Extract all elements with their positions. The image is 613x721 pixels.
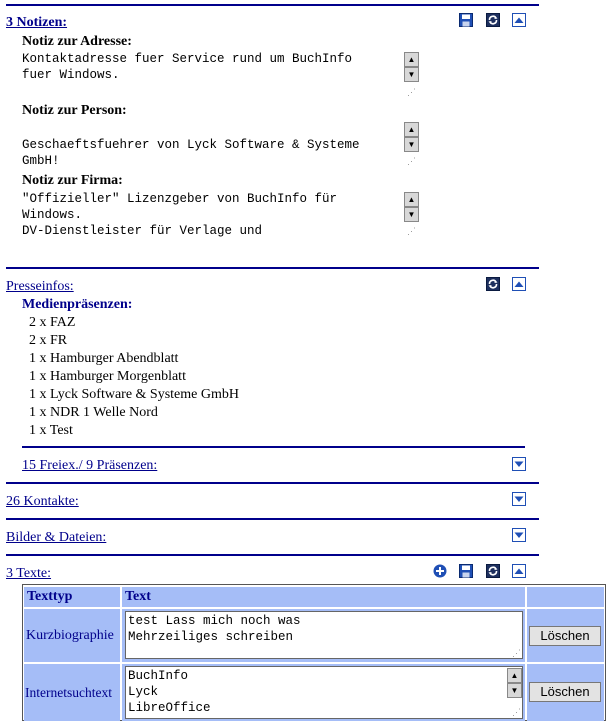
- collapse-icon[interactable]: [512, 564, 526, 578]
- bilder-section-title[interactable]: Bilder & Dateien:: [6, 530, 107, 545]
- resize-grip-icon[interactable]: ⋰: [512, 648, 521, 658]
- table-row: [24, 609, 120, 662]
- notiz-adresse-textarea[interactable]: Kontaktadresse fuer Service rund um BuchInfo fuer Windows.: [22, 52, 353, 82]
- text-textarea[interactable]: test Lass mich noch was Mehrzeiliges schreiben: [125, 611, 523, 659]
- save-icon[interactable]: [459, 13, 473, 27]
- save-icon[interactable]: [459, 564, 473, 578]
- column-header-text: Text: [122, 587, 525, 607]
- section-divider: [6, 482, 539, 484]
- resize-grip-icon[interactable]: ⋰: [512, 707, 521, 717]
- kontakte-section-title[interactable]: 26 Kontakte:: [6, 494, 79, 509]
- collapse-icon[interactable]: [512, 277, 526, 291]
- expand-icon[interactable]: [512, 528, 526, 542]
- list-item: 1 x NDR 1 Welle Nord: [29, 405, 158, 420]
- notiz-adresse-scrollbar[interactable]: [404, 52, 419, 82]
- list-item: 1 x Test: [29, 423, 73, 438]
- resize-grip-icon[interactable]: ⋰: [407, 226, 416, 236]
- scroll-up-icon[interactable]: ▲: [404, 52, 419, 67]
- notizen-section-title[interactable]: 3 Notizen:: [6, 15, 68, 30]
- column-header-texttyp: Texttyp: [24, 587, 120, 607]
- scroll-down-icon[interactable]: ▼: [507, 683, 522, 698]
- refresh-icon[interactable]: [486, 277, 500, 291]
- notiz-adresse-label: Notiz zur Adresse:: [22, 34, 132, 49]
- section-divider: [6, 4, 539, 6]
- medienpraesenzen-label: Medienpräsenzen:: [22, 297, 133, 312]
- notiz-firma-scrollbar[interactable]: [404, 192, 419, 222]
- freiex-section-title[interactable]: 15 Freiex./ 9 Präsenzen:: [22, 458, 158, 473]
- scroll-down-icon[interactable]: ▼: [404, 207, 419, 222]
- scroll-up-icon[interactable]: ▲: [404, 192, 419, 207]
- refresh-icon[interactable]: [486, 13, 500, 27]
- expand-icon[interactable]: [512, 457, 526, 471]
- textarea-scrollbar[interactable]: [507, 668, 522, 698]
- list-item: 1 x Hamburger Abendblatt: [29, 351, 179, 366]
- row-type: Kurzbiographie: [26, 627, 114, 643]
- notiz-firma-label: Notiz zur Firma:: [22, 173, 123, 188]
- section-divider: [6, 554, 539, 556]
- column-header-actions: [527, 587, 604, 607]
- scroll-down-icon[interactable]: ▼: [404, 67, 419, 82]
- add-icon[interactable]: [433, 564, 447, 578]
- list-item: 1 x Hamburger Morgenblatt: [29, 369, 186, 384]
- table-row: [24, 664, 120, 721]
- row-type: Internetsuchtext: [25, 684, 112, 700]
- resize-grip-icon[interactable]: ⋰: [407, 156, 416, 166]
- section-divider: [6, 267, 539, 269]
- subsection-divider: [22, 446, 525, 448]
- collapse-icon[interactable]: [512, 13, 526, 27]
- notiz-person-scrollbar[interactable]: [404, 122, 419, 152]
- scroll-down-icon[interactable]: ▼: [404, 137, 419, 152]
- section-divider: [6, 518, 539, 520]
- notiz-person-label: Notiz zur Person:: [22, 103, 127, 118]
- list-item: 2 x FAZ: [29, 315, 76, 330]
- list-item: 2 x FR: [29, 333, 68, 348]
- resize-grip-icon[interactable]: ⋰: [407, 87, 416, 97]
- presseinfos-section-title[interactable]: Presseinfos:: [6, 279, 74, 294]
- scroll-up-icon[interactable]: ▲: [404, 122, 419, 137]
- expand-icon[interactable]: [512, 492, 526, 506]
- list-item: 1 x Lyck Software & Systeme GmbH: [29, 387, 239, 402]
- scroll-up-icon[interactable]: ▲: [507, 668, 522, 683]
- loeschen-button[interactable]: Löschen: [529, 626, 601, 646]
- notiz-firma-textarea[interactable]: "Offizieller" Lizenzgeber von BuchInfo für Windows. DV-Dienstleister für Verlage und: [22, 192, 338, 238]
- text-textarea[interactable]: BuchInfo Lyck LibreOffice: [125, 666, 523, 719]
- loeschen-button[interactable]: Löschen: [529, 682, 601, 702]
- notiz-person-textarea[interactable]: Geschaeftsfuehrer von Lyck Software & Systeme GmbH!: [22, 138, 360, 168]
- texte-section-title[interactable]: 3 Texte:: [6, 566, 52, 581]
- refresh-icon[interactable]: [486, 564, 500, 578]
